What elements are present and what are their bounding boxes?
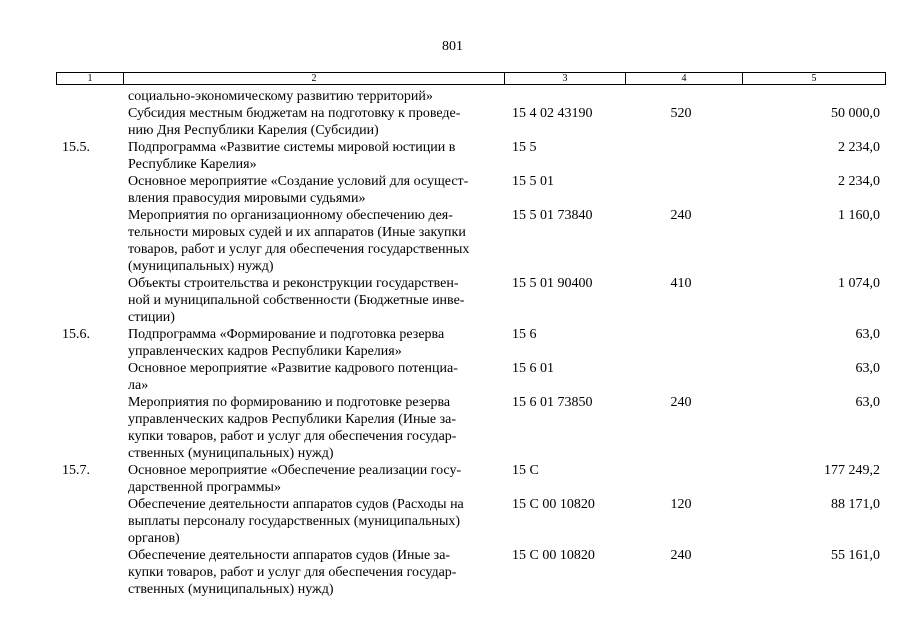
table-row	[0, 139, 905, 173]
row-amount: 2 234,0	[838, 140, 880, 155]
row-name	[128, 360, 500, 394]
row-name-line: вления правосудия мировыми судьями»	[128, 191, 366, 206]
row-name-line: Объекты строительства и реконструкции государствен-	[128, 276, 459, 291]
row-name	[128, 275, 500, 326]
row-number: 15.6.	[62, 327, 90, 342]
row-name-line: управленческих кадров Республики Карелия»	[128, 344, 402, 359]
row-name-line: ла»	[128, 378, 149, 393]
row-name	[128, 462, 500, 496]
table-header	[56, 72, 886, 85]
row-code: 15 6 01	[512, 361, 554, 376]
row-name-line: тельности мировых судей и их аппаратов (Иные закупки	[128, 225, 466, 240]
table-row	[0, 207, 905, 275]
row-name-line: Обеспечение деятельности аппаратов судов (Иные за-	[128, 548, 451, 563]
row-expense-type: 120	[670, 497, 692, 512]
header-col-4: 4	[626, 73, 743, 84]
row-expense-type: 240	[670, 395, 692, 410]
row-name-line: управленческих кадров Республики Карелия (Иные за-	[128, 412, 456, 427]
row-code: 15 5 01 90400	[512, 276, 593, 291]
row-code: 15 6	[512, 327, 537, 342]
row-name-line: органов)	[128, 531, 180, 546]
row-name-line: Субсидия местным бюджетам на подготовку к проведе-	[128, 106, 461, 121]
row-code: 15 6 01 73850	[512, 395, 593, 410]
row-amount: 55 161,0	[831, 548, 880, 563]
page-number: 801	[442, 39, 463, 54]
table-row	[0, 360, 905, 394]
table-row	[0, 496, 905, 547]
row-name	[128, 173, 500, 207]
row-name-line: стиции)	[128, 310, 175, 325]
row-code: 15 5	[512, 140, 537, 155]
row-code: 15 5 01 73840	[512, 208, 593, 223]
row-name-line: купки товаров, работ и услуг для обеспечения государ-	[128, 429, 457, 444]
row-number: 15.7.	[62, 463, 90, 478]
row-name-line: (муниципальных) нужд)	[128, 259, 274, 274]
header-col-3: 3	[505, 73, 626, 84]
table-body	[0, 88, 905, 598]
row-name	[128, 496, 500, 547]
table-row	[0, 462, 905, 496]
row-amount: 63,0	[855, 361, 880, 376]
row-amount: 1 074,0	[838, 276, 880, 291]
row-name-line: Обеспечение деятельности аппаратов судов (Расходы на	[128, 497, 464, 512]
row-name-line: Основное мероприятие «Развитие кадрового потенциа-	[128, 361, 458, 376]
row-amount: 1 160,0	[838, 208, 880, 223]
table-row	[0, 547, 905, 598]
row-code: 15 С 00 10820	[512, 548, 595, 563]
table-row	[0, 326, 905, 360]
row-name-line: купки товаров, работ и услуг для обеспечения государ-	[128, 565, 457, 580]
row-expense-type: 240	[670, 208, 692, 223]
row-name-line: ственных (муниципальных) нужд)	[128, 446, 334, 461]
table-row	[0, 105, 905, 139]
table-row	[0, 275, 905, 326]
row-name-line: социально-экономическому развитию территорий»	[128, 89, 433, 104]
row-number: 15.5.	[62, 140, 90, 155]
row-name	[128, 394, 500, 462]
header-col-2: 2	[124, 73, 505, 84]
row-code: 15 4 02 43190	[512, 106, 593, 121]
row-amount: 88 171,0	[831, 497, 880, 512]
table-row	[0, 88, 905, 105]
header-col-1: 1	[57, 73, 124, 84]
row-name-line: Подпрограмма «Формирование и подготовка резерва	[128, 327, 445, 342]
row-name-line: нию Дня Республики Карелия (Субсидии)	[128, 123, 379, 138]
row-name-line: выплаты персоналу государственных (муниципальных)	[128, 514, 461, 529]
row-name	[128, 139, 500, 173]
row-amount: 63,0	[855, 327, 880, 342]
row-expense-type: 520	[670, 106, 692, 121]
table-row	[0, 173, 905, 207]
row-name-line: Мероприятия по формированию и подготовке резерва	[128, 395, 451, 410]
row-name-line: ной и муниципальной собственности (Бюджетные инве-	[128, 293, 465, 308]
row-code: 15 5 01	[512, 174, 554, 189]
row-name	[128, 105, 500, 139]
row-name	[128, 547, 500, 598]
header-col-5: 5	[811, 73, 817, 84]
row-name-line: Республике Карелия»	[128, 157, 257, 172]
row-name-line: товаров, работ и услуг для обеспечения государственных	[128, 242, 470, 257]
row-amount: 50 000,0	[831, 106, 880, 121]
row-name-line: Мероприятия по организационному обеспечению дея-	[128, 208, 453, 223]
row-code: 15 С	[512, 463, 539, 478]
row-name-line: ственных (муниципальных) нужд)	[128, 582, 334, 597]
row-amount: 177 249,2	[824, 463, 880, 478]
row-name	[128, 326, 500, 360]
row-name-line: Подпрограмма «Развитие системы мировой юстиции в	[128, 140, 456, 155]
row-name-line: дарственной программы»	[128, 480, 281, 495]
row-amount: 2 234,0	[838, 174, 880, 189]
row-name-line: Основное мероприятие «Создание условий для осущест-	[128, 174, 469, 189]
row-amount: 63,0	[855, 395, 880, 410]
row-name	[128, 88, 500, 105]
row-expense-type: 240	[670, 548, 692, 563]
table-row	[0, 394, 905, 462]
row-expense-type: 410	[670, 276, 692, 291]
row-name	[128, 207, 500, 275]
row-name-line: Основное мероприятие «Обеспечение реализации госу-	[128, 463, 462, 478]
row-code: 15 С 00 10820	[512, 497, 595, 512]
